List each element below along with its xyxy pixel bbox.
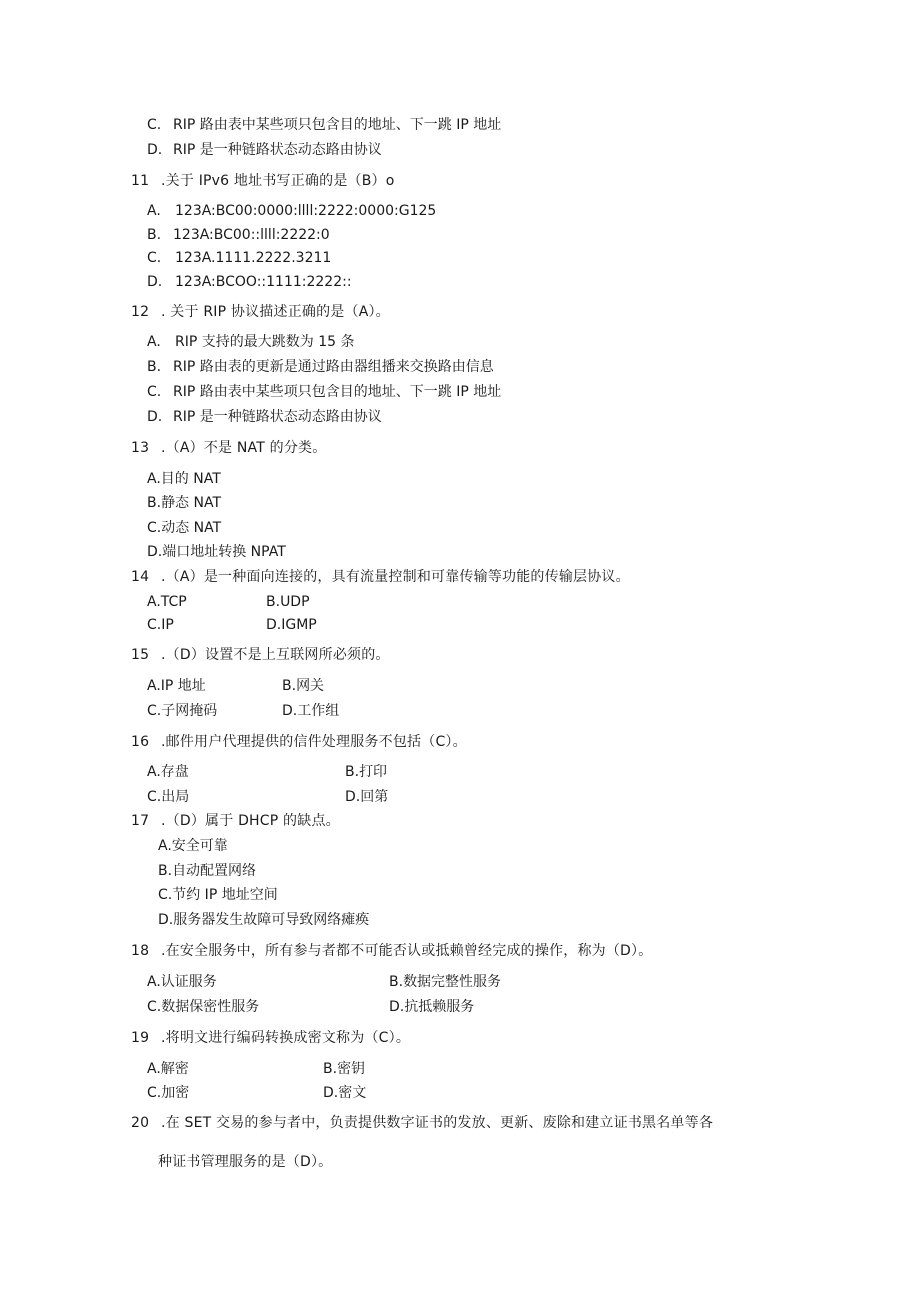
option-text: 安全可靠 [171, 838, 228, 854]
question-number: 11 [131, 173, 150, 189]
option-marker: A. [147, 678, 161, 694]
option-marker: D. [323, 1085, 339, 1101]
list-item [158, 839, 228, 853]
option-marker: B. [147, 227, 162, 243]
option-marker: B. [147, 495, 162, 511]
list-item [345, 765, 387, 779]
option-marker: B. [158, 863, 173, 879]
option-marker: B. [323, 1061, 338, 1077]
question-20 [131, 1116, 713, 1130]
question-number: 15 [131, 647, 150, 663]
question-17 [131, 814, 340, 828]
option-text: 工作组 [297, 703, 340, 719]
list-item [158, 913, 369, 927]
list-item [147, 545, 286, 559]
option-text: 动态 NAT [161, 520, 222, 536]
question-text: .关于 IPv6 地址书写正确的是（B）o [161, 173, 395, 189]
list-item [147, 679, 206, 693]
question-16 [131, 735, 467, 749]
question-18 [131, 944, 652, 958]
list-item [147, 521, 221, 535]
option-marker: C. [147, 250, 162, 266]
option-marker: D. [266, 617, 282, 633]
option-text: 出局 [161, 789, 190, 805]
question-number: 13 [131, 440, 150, 456]
option-marker: A. [147, 974, 161, 990]
list-item [158, 888, 278, 902]
question-text: .（D）设置不是上互联网所必须的。 [161, 647, 390, 663]
option-text: 回第 [360, 789, 389, 805]
list-item [147, 1000, 259, 1014]
option-text: 目的 NAT [160, 471, 221, 487]
list-item [147, 251, 331, 265]
option-marker: D. [158, 912, 174, 928]
question-number: 14 [131, 569, 150, 585]
question-text: .在 SET 交易的参与者中，负责提供数字证书的发放、更新、废除和建立证书黑名单等各 [161, 1115, 714, 1131]
list-item [345, 790, 388, 804]
option-text: 自动配置网络 [172, 863, 257, 879]
question-14 [131, 570, 630, 584]
list-item [282, 704, 339, 718]
option-text: 网关 [296, 678, 325, 694]
question-text: .（A）不是 NAT 的分类。 [161, 440, 327, 456]
option-text: 子网掩码 [161, 703, 218, 719]
list-item [147, 385, 501, 399]
option-marker: B. [266, 594, 281, 610]
list-item [147, 275, 352, 289]
option-text: 123A:BC00::llll:2222:0 [173, 227, 330, 243]
option-text: RIP 是一种链路状态动态路由协议 [173, 409, 382, 425]
list-item [158, 864, 256, 878]
option-text: RIP 支持的最大跳数为 15 条 [175, 334, 355, 350]
question-number: 20 [131, 1115, 150, 1131]
list-item [147, 975, 217, 989]
option-marker: D. [389, 999, 405, 1015]
option-marker: D. [147, 409, 163, 425]
list-item [147, 595, 187, 609]
option-text: 123A.1111.2222.3211 [175, 250, 332, 266]
list-item [147, 143, 382, 157]
question-text: .在安全服务中，所有参与者都不可能否认或抵赖曾经完成的操作，称为（D）。 [161, 943, 653, 959]
option-text: IP [161, 617, 174, 633]
option-marker: C. [147, 520, 162, 536]
list-item [147, 618, 174, 632]
question-text: .将明文进行编码转换成密文称为（C）。 [161, 1030, 411, 1046]
option-text: 打印 [359, 764, 388, 780]
option-text: 端口地址转换 NPAT [162, 544, 286, 560]
list-item [147, 228, 330, 242]
option-marker: A. [147, 594, 161, 610]
option-marker: D. [345, 789, 361, 805]
list-item [266, 618, 317, 632]
list-item [147, 204, 436, 218]
option-text: 数据完整性服务 [403, 974, 502, 990]
list-item [147, 360, 494, 374]
option-marker: C. [147, 117, 162, 133]
option-text: IGMP [281, 617, 317, 633]
option-text: RIP 是一种链路状态动态路由协议 [173, 142, 382, 158]
option-text: 节约 IP 地址空间 [172, 887, 278, 903]
option-text: UDP [280, 594, 310, 610]
option-text: RIP 路由表中某些项只包含目的地址、下一跳 IP 地址 [173, 384, 502, 400]
option-marker: C. [147, 384, 162, 400]
option-text: IP 地址 [160, 678, 206, 694]
option-marker: D. [282, 703, 298, 719]
list-item [389, 975, 501, 989]
option-marker: D. [147, 142, 163, 158]
question-number: 16 [131, 734, 150, 750]
option-marker: C. [147, 617, 162, 633]
question-text: . 关于 RIP 协议描述正确的是（A）。 [161, 304, 390, 320]
option-text: RIP 路由表中某些项只包含目的地址、下一跳 IP 地址 [173, 117, 502, 133]
option-text: 认证服务 [160, 974, 217, 990]
option-marker: A. [158, 838, 172, 854]
option-marker: A. [147, 203, 161, 219]
question-text: .（D）属于 DHCP 的缺点。 [161, 813, 340, 829]
list-item [282, 679, 324, 693]
option-text: 解密 [160, 1061, 189, 1077]
option-text: RIP 路由表的更新是通过路由器组播来交换路由信息 [173, 359, 494, 375]
option-marker: C. [147, 789, 162, 805]
option-marker: A. [147, 1061, 161, 1077]
list-item [389, 1000, 474, 1014]
list-item [147, 118, 501, 132]
question-text: .邮件用户代理提供的信件处理服务不包括（C）。 [161, 734, 467, 750]
option-marker: D. [147, 274, 163, 290]
option-marker: D. [147, 544, 163, 560]
list-item [147, 790, 189, 804]
option-text: 服务器发生故障可导致网络瘫痪 [173, 912, 370, 928]
question-15 [131, 648, 390, 662]
list-item [147, 496, 221, 510]
option-marker: B. [282, 678, 297, 694]
option-marker: C. [147, 703, 162, 719]
list-item [147, 335, 354, 349]
option-marker: C. [158, 887, 173, 903]
option-marker: B. [147, 359, 162, 375]
option-marker: A. [147, 471, 161, 487]
list-item [147, 1086, 189, 1100]
list-item [147, 410, 382, 424]
option-text: TCP [160, 594, 187, 610]
question-number: 18 [131, 943, 150, 959]
option-marker: A. [147, 334, 161, 350]
question-11 [131, 174, 394, 188]
option-marker: B. [389, 974, 404, 990]
list-item [323, 1062, 365, 1076]
list-item [147, 1062, 189, 1076]
option-text: 123A:BC00:0000:llll:2222:0000:G125 [175, 203, 437, 219]
option-text: 密钥 [337, 1061, 366, 1077]
option-text: 存盘 [160, 764, 189, 780]
list-item [147, 765, 189, 779]
option-marker: C. [147, 999, 162, 1015]
question-text: .（A）是一种面向连接的，具有流量控制和可靠传输等功能的传输层协议。 [161, 569, 630, 585]
question-number: 17 [131, 813, 150, 829]
option-text: 抗抵赖服务 [404, 999, 475, 1015]
option-text: 123A:BCOO::1111:2222:: [175, 274, 352, 290]
option-marker: B. [345, 764, 360, 780]
question-continuation: 种证书管理服务的是（D）。 [158, 1154, 333, 1170]
option-text: 静态 NAT [161, 495, 222, 511]
question-number: 19 [131, 1030, 150, 1046]
option-text: 数据保密性服务 [161, 999, 260, 1015]
list-item [323, 1086, 366, 1100]
list-item [266, 595, 310, 609]
option-text: 加密 [161, 1085, 190, 1101]
question-13 [131, 441, 326, 455]
option-marker: A. [147, 764, 161, 780]
option-text: 密文 [338, 1085, 367, 1101]
question-12 [131, 305, 390, 319]
list-item [147, 472, 221, 486]
option-marker: C. [147, 1085, 162, 1101]
question-19 [131, 1031, 410, 1045]
list-item [147, 704, 217, 718]
question-number: 12 [131, 304, 150, 320]
